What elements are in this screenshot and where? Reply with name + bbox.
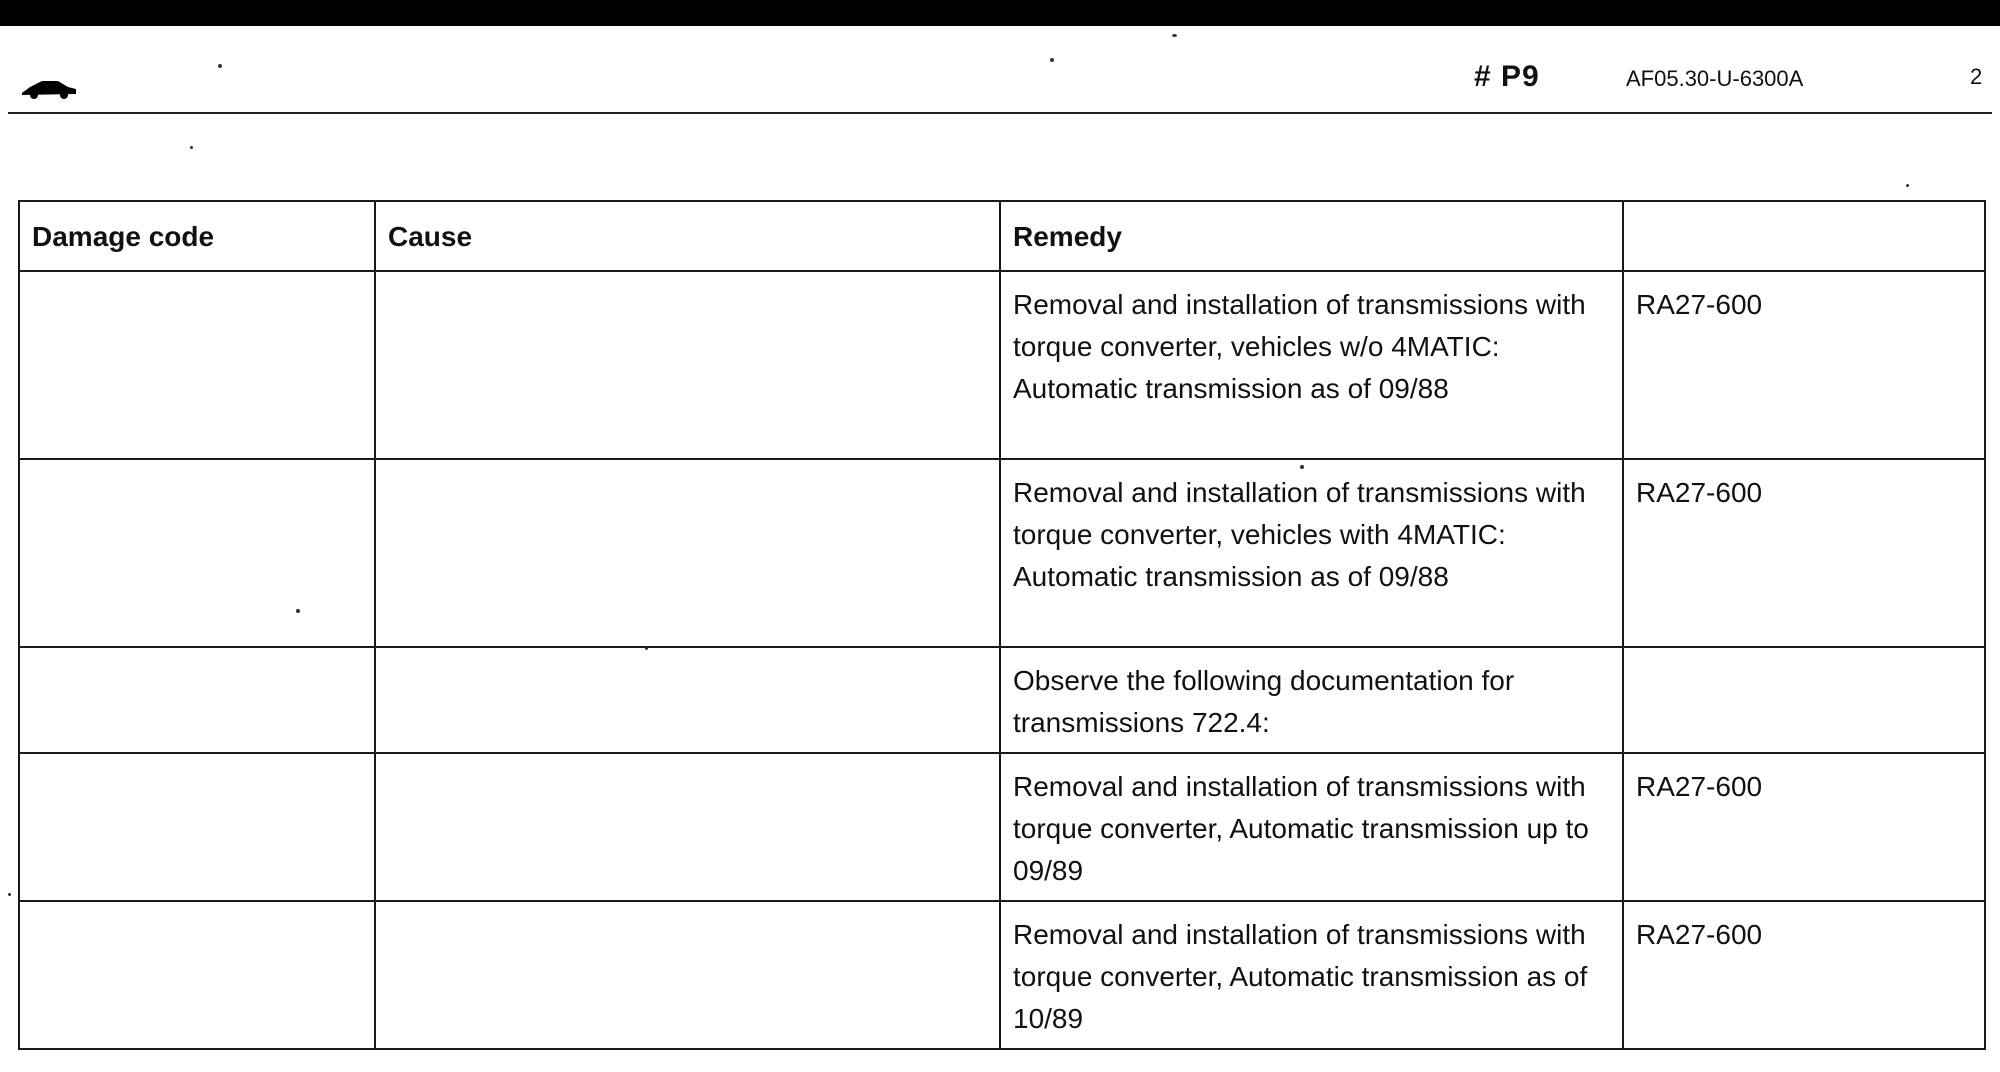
- table-row: [19, 901, 1985, 1049]
- column-header-reference: [1623, 201, 1985, 271]
- remedy-cell: Removal and installation of transmissions with torque converter, vehicles w/o 4MATIC: Automatic transmission as of 09/88: [1000, 271, 1623, 459]
- reference-cell: [1623, 647, 1985, 753]
- scan-speck: [218, 64, 222, 68]
- damage-code-cell: [19, 459, 375, 647]
- reference-cell: RA27-600: [1623, 753, 1985, 901]
- scan-speck: [190, 146, 193, 149]
- table-row: [19, 753, 1985, 901]
- reference-cell: RA27-600: [1623, 271, 1985, 459]
- cause-cell: [375, 459, 1000, 647]
- cause-cell: [375, 271, 1000, 459]
- table-row: [19, 647, 1985, 753]
- scan-speck: [1050, 58, 1054, 62]
- remedy-cell: Removal and installation of transmissions with torque converter, Automatic transmission up to 09/89: [1000, 753, 1623, 901]
- document-code: AF05.30-U-6300A: [1626, 66, 1804, 91]
- damage-code-cell: [19, 647, 375, 753]
- damage-code-cell: [19, 271, 375, 459]
- cause-cell: [375, 753, 1000, 901]
- table-row: [19, 459, 1985, 647]
- top-black-bar: [0, 0, 2000, 26]
- damage-code-cell: [19, 901, 375, 1049]
- cause-cell: [375, 901, 1000, 1049]
- damage-code-cell: [19, 753, 375, 901]
- remedy-cell: Observe the following documentation for transmissions 722.4:: [1000, 647, 1623, 753]
- document-number: # P9: [1474, 60, 1540, 93]
- reference-cell: RA27-600: [1623, 459, 1985, 647]
- scan-speck: [1300, 465, 1304, 469]
- column-header-remedy: Remedy: [1000, 201, 1623, 271]
- remedy-cell: Removal and installation of transmissions with torque converter, vehicles with 4MATIC: Automatic transmission as of 09/88: [1000, 459, 1623, 647]
- table-row: [19, 271, 1985, 459]
- table-header-row: [19, 201, 1985, 271]
- scan-speck: [1172, 34, 1177, 37]
- column-header-damage-code: Damage code: [19, 201, 375, 271]
- column-header-cause: Cause: [375, 201, 1000, 271]
- scan-speck: [645, 647, 648, 650]
- scan-speck: [1906, 184, 1909, 187]
- cause-cell: [375, 647, 1000, 753]
- header-divider: [8, 112, 1992, 114]
- car-icon: [20, 75, 78, 101]
- remedy-cell: Removal and installation of transmissions with torque converter, Automatic transmission as of 10/89: [1000, 901, 1623, 1049]
- scan-speck: [296, 609, 300, 613]
- scan-speck: [8, 893, 11, 896]
- damage-remedy-table: [18, 200, 1986, 1050]
- reference-cell: RA27-600: [1623, 901, 1985, 1049]
- page-number: 2: [1970, 64, 1983, 89]
